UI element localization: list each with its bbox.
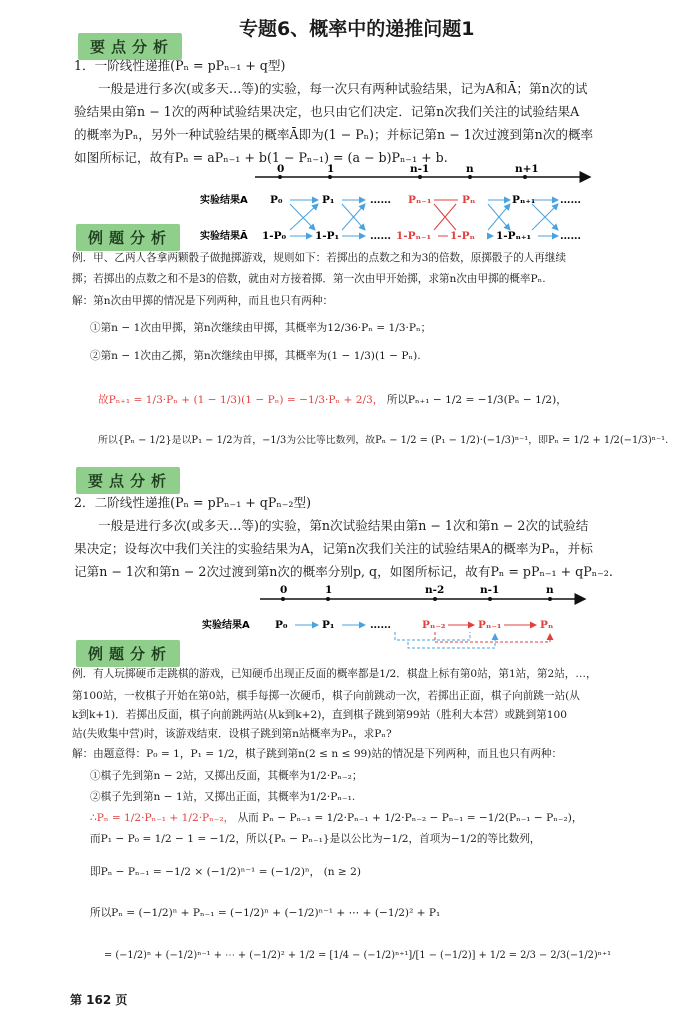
axis-label-1: 1 bbox=[327, 163, 335, 175]
row2-label: 实验结果A bbox=[202, 620, 250, 631]
section2-heading: 2．二阶线性递推(Pₙ = pPₙ₋₁ + qPₙ₋₂型) bbox=[74, 495, 311, 510]
ex1-conclusion: 所以{Pₙ − 1/2}是以P₁ − 1/2为首，−1/3为公比等比数列，故Pₙ − 1/2 = (P₁ − 1/2)·(−1/3)ⁿ⁻¹，即Pₙ = 1/2 + 1/2(−1/3)ⁿ⁻¹. bbox=[98, 435, 669, 446]
ex2-problem-1: 例．有人玩掷硬币走跳棋的游戏，已知硬币出现正反面的概率都是1/2．棋盘上标有第0站，第1站，第2站，…， bbox=[72, 668, 597, 680]
section2-line-3: 记第n − 1次和第n − 2次过渡到第n次的概率分别p, q，如图所标记，故有Pₙ = pPₙ₋₁ + qPₙ₋₂. bbox=[74, 564, 613, 579]
row-a-p1: P₁ bbox=[322, 194, 335, 206]
axis2-label-n-1: n-1 bbox=[480, 584, 500, 596]
row-a-p0: P₀ bbox=[270, 194, 283, 206]
section1-line-2: 验结果由第n − 1次的两种试验结果决定，也只由它们决定．记第n次我们关注的试验结果A bbox=[74, 104, 580, 119]
ex2-case-2: ②棋子先到第n − 1站，又掷出正面，其概率为1/2·Pₙ₋₁. bbox=[90, 791, 356, 803]
ex2-line-c: 所以Pₙ = (−1/2)ⁿ + Pₙ₋₁ = (−1/2)ⁿ + (−1/2)ⁿ⁻¹ + ⋯ + (−1/2)² + P₁ bbox=[90, 907, 441, 919]
row-a-pn+1: Pₙ₊₁ bbox=[512, 194, 536, 206]
ex1-recurrence-tail: 所以Pₙ₊₁ − 1/2 = −1/3(Pₙ − 1/2)， bbox=[386, 394, 567, 406]
row2-pn-1: Pₙ₋₁ bbox=[478, 619, 502, 631]
section2-line-2: 果决定；设每次中我们关注的实验结果为A，记第n次我们关注的试验结果A的概率为Pₙ，并标 bbox=[74, 541, 593, 556]
row-a-dots-2: …… bbox=[560, 194, 581, 206]
axis-label-0: 0 bbox=[277, 163, 285, 175]
section1-line-3: 的概率为Pₙ，另外一种试验结果的概率Ā即为(1 − Pₙ)；并标记第n − 1次过渡到第n次的概率 bbox=[74, 127, 594, 142]
row2-dots: …… bbox=[370, 619, 391, 631]
row-a-label: 实验结果A bbox=[200, 195, 248, 206]
axis-label-n: n bbox=[466, 163, 474, 175]
axis2-label-n-2: n-2 bbox=[425, 584, 445, 596]
axis2-label-n: n bbox=[546, 584, 554, 596]
row-abar-p0: 1-P₀ bbox=[262, 230, 287, 242]
ex1-recurrence bbox=[98, 392, 567, 409]
axis2-label-0: 0 bbox=[280, 584, 288, 596]
row-abar-label: 实验结果Ā bbox=[200, 231, 248, 242]
key-points-tag-1: 要点分析 bbox=[78, 33, 182, 60]
row2-pn: Pₙ bbox=[540, 619, 554, 631]
ex1-recurrence-red: 故Pₙ₊₁ = 1/3·Pₙ + (1 − 1/3)(1 − Pₙ) = −1/3·Pₙ + 2/3， bbox=[98, 394, 384, 406]
ex2-case-1: ①棋子先到第n − 2站，又掷出反面，其概率为1/2·Pₙ₋₂； bbox=[90, 770, 363, 782]
row-a-dots: …… bbox=[370, 194, 391, 206]
ex2-problem-4: 站(失败集中营)时，该游戏结束．设棋子跳到第n站概率为Pₙ，求Pₙ? bbox=[72, 728, 392, 740]
section2-line-1: 一般是进行多次(或多天…等)的实验，第n次试验结果由第n − 1次和第n − 2次的试验结 bbox=[98, 518, 589, 533]
ex2-problem-2: 第100站，一枚棋子开始在第0站，棋手每掷一次硬币，棋子向前跳动一次，若掷出正面，棋子向前跳一站(从 bbox=[72, 690, 580, 702]
row-abar-dots: …… bbox=[370, 230, 391, 242]
ex2-line-d: = (−1/2)ⁿ + (−1/2)ⁿ⁻¹ + ⋯ + (−1/2)² + 1/2 = [1/4 − (−1/2)ⁿ⁺¹]/[1 − (−1/2)] + 1/2 = 2/3 − 2/3(−1/2)ⁿ⁺¹ bbox=[104, 950, 612, 961]
ex2-problem-3: k到k+1)．若掷出反面，棋子向前跳两站(从k到k+2)，直到棋子跳到第99站（胜利大本营）或跳到第100 bbox=[72, 709, 567, 721]
axis2-label-1: 1 bbox=[325, 584, 333, 596]
section1-heading: 1．一阶线性递推(Pₙ = pPₙ₋₁ + q型) bbox=[74, 58, 286, 73]
ex2-recurrence-red: ∴Pₙ = 1/2·Pₙ₋₁ + 1/2·Pₙ₋₂， bbox=[90, 812, 235, 824]
ex1-case-2: ②第n − 1次由乙掷，第n次继续由甲掷，其概率为(1 − 1/3)(1 − Pₙ). bbox=[90, 350, 421, 362]
row2-pn-2: Pₙ₋₂ bbox=[422, 619, 446, 631]
diagram-second-order bbox=[160, 580, 620, 650]
ex2-solution-intro: 解：由题意得：P₀ = 1，P₁ = 1/2，棋子跳到第n(2 ≤ n ≤ 99)站的情况是下列两种，而且也只有两种： bbox=[72, 748, 563, 760]
section1-line-4: 如图所标记，故有Pₙ = aPₙ₋₁ + b(1 − Pₙ₋₁) = (a − b)Pₙ₋₁ + b. bbox=[74, 150, 448, 165]
key-points-tag-2: 要点分析 bbox=[76, 467, 180, 494]
ex2-recurrence-tail: 从而 Pₙ − Pₙ₋₁ = 1/2·Pₙ₋₁ + 1/2·Pₙ₋₂ − Pₙ₋₁ = −1/2(Pₙ₋₁ − Pₙ₋₂)， bbox=[237, 812, 583, 824]
row-abar-pn-1: 1-Pₙ₋₁ bbox=[396, 230, 432, 242]
row-abar-p1: 1-P₁ bbox=[315, 230, 340, 242]
ex2-recurrence bbox=[90, 810, 582, 827]
row2-p1: P₁ bbox=[322, 619, 335, 631]
row-a-pn-1: Pₙ₋₁ bbox=[408, 194, 432, 206]
axis-label-n-1: n-1 bbox=[410, 163, 430, 175]
axis-label-n+1: n+1 bbox=[515, 163, 539, 175]
ex2-line-a: 而P₁ − P₀ = 1/2 − 1 = −1/2，所以{Pₙ − Pₙ₋₁}是以公比为−1/2，首项为−1/2的等比数列， bbox=[90, 833, 541, 845]
page-footer: 第 162 页 bbox=[70, 993, 128, 1007]
example-tag-1: 例题分析 bbox=[76, 224, 180, 251]
ex1-problem-2: 掷；若掷出的点数之和不是3的倍数，就由对方接着掷．第一次由甲开始掷，求第n次由甲掷的概率Pₙ. bbox=[72, 273, 546, 285]
row-abar-pn: 1-Pₙ bbox=[450, 230, 476, 242]
page-title: 专题6、概率中的递推问题1 bbox=[239, 18, 475, 40]
ex2-line-b: 即Pₙ − Pₙ₋₁ = −1/2 × (−1/2)ⁿ⁻¹ = (−1/2)ⁿ， (n ≥ 2) bbox=[90, 866, 362, 878]
ex1-case-1: ①第n − 1次由甲掷，第n次继续由甲掷，其概率为12/36·Pₙ = 1/3·Pₙ； bbox=[90, 322, 432, 334]
section1-line-1: 一般是进行多次(或多天…等)的实验，每一次只有两种试验结果，记为A和Ā；第n次的试 bbox=[98, 81, 588, 96]
example-tag-2: 例题分析 bbox=[76, 640, 180, 667]
row-a-pn: Pₙ bbox=[462, 194, 476, 206]
row2-p0: P₀ bbox=[275, 619, 288, 631]
ex1-problem-1: 例．甲、乙两人各拿两颗骰子做抛掷游戏，规则如下：若掷出的点数之和为3的倍数，原掷骰子的人再继续 bbox=[72, 252, 567, 264]
row-abar-pn+1: 1-Pₙ₊₁ bbox=[496, 230, 532, 242]
row-abar-dots-2: …… bbox=[560, 230, 581, 242]
diagram-first-order bbox=[160, 160, 620, 250]
ex1-solution-intro: 解：第n次由甲掷的情况是下列两种，而且也只有两种： bbox=[72, 295, 334, 307]
